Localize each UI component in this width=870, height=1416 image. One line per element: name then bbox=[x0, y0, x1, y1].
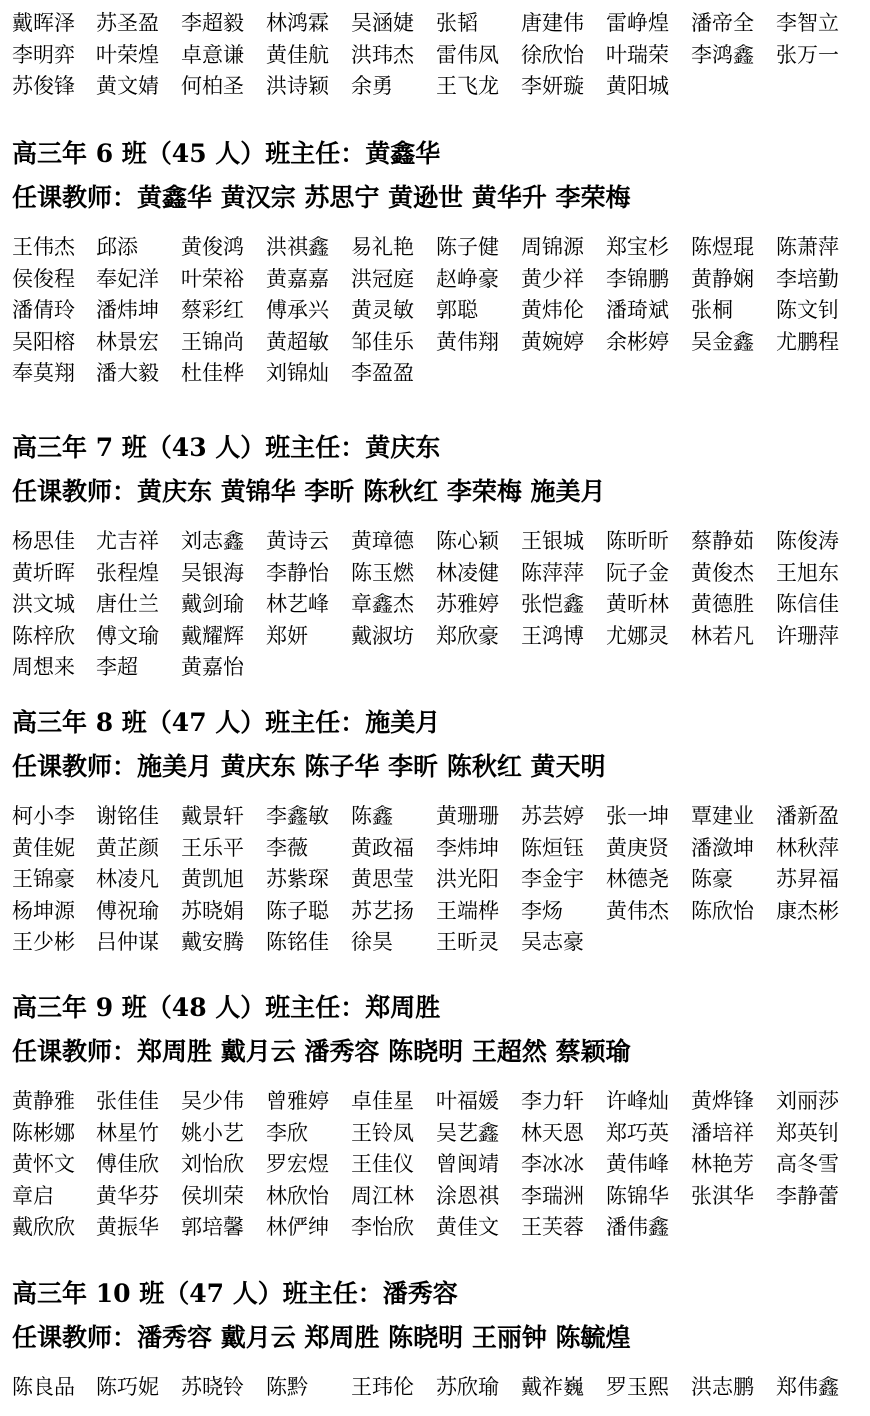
student-name: 郑妍 bbox=[266, 623, 308, 648]
student-name: 王玮伦 bbox=[351, 1375, 414, 1399]
student-name: 徐昊 bbox=[351, 930, 393, 955]
student-name: 陈鑫 bbox=[351, 804, 393, 828]
student-name: 郑宝杉 bbox=[606, 235, 669, 259]
student-name: 邹佳乐 bbox=[351, 329, 414, 354]
student-name: 章鑫杰 bbox=[351, 592, 414, 617]
student-name: 黄振华 bbox=[96, 1215, 159, 1240]
student-name: 尤娜灵 bbox=[606, 623, 669, 648]
student-name: 李静蕾 bbox=[776, 1183, 839, 1208]
student-name: 戴景轩 bbox=[181, 804, 244, 828]
student-name: 林天恩 bbox=[521, 1120, 584, 1145]
teachers-line: 任课教师：黄庆东 黄锦华 李昕 陈秋红 李荣梅 施美月 bbox=[12, 477, 606, 506]
student-name: 刘怡欣 bbox=[181, 1152, 244, 1177]
student-name: 黄灵敏 bbox=[351, 298, 414, 323]
student-name: 李静怡 bbox=[266, 560, 329, 585]
student-name: 李超 bbox=[96, 655, 138, 680]
student-name: 黄婉婷 bbox=[521, 329, 584, 354]
student-name: 黄诗云 bbox=[266, 529, 329, 553]
student-name: 张佳佳 bbox=[96, 1089, 159, 1113]
student-name: 洪诗颖 bbox=[266, 74, 329, 99]
student-name: 叶福媛 bbox=[436, 1089, 499, 1113]
student-name: 吴涵婕 bbox=[351, 11, 414, 35]
teachers-line: 任课教师：潘秀容 戴月云 郑周胜 陈晓明 王丽钟 陈毓煌 bbox=[12, 1323, 631, 1352]
student-name: 卓意谦 bbox=[181, 42, 244, 67]
student-name: 徐欣怡 bbox=[521, 42, 584, 67]
class-heading: 高三年 7 班（43 人）班主任：黄庆东 bbox=[12, 433, 441, 462]
student-name: 王锦尚 bbox=[181, 329, 244, 354]
student-name: 吴金鑫 bbox=[691, 329, 754, 354]
student-name: 黄德胜 bbox=[691, 592, 754, 617]
student-name: 黄静娴 bbox=[691, 266, 754, 291]
student-name: 陈信佳 bbox=[776, 592, 839, 617]
student-name: 黄佳妮 bbox=[12, 835, 75, 860]
student-name: 尤吉祥 bbox=[96, 529, 159, 553]
student-name: 苏艺扬 bbox=[351, 898, 414, 923]
student-name: 李盈盈 bbox=[351, 361, 414, 386]
student-name: 苏俊锋 bbox=[12, 74, 75, 99]
student-name: 林俨绅 bbox=[266, 1215, 329, 1240]
student-name: 张韬 bbox=[436, 11, 478, 35]
student-name: 黄超敏 bbox=[266, 329, 329, 354]
class-heading: 高三年 8 班（47 人）班主任：施美月 bbox=[12, 708, 441, 737]
student-name: 李鸿鑫 bbox=[691, 42, 754, 67]
student-name: 陈子聪 bbox=[266, 898, 329, 923]
student-name: 黄文婧 bbox=[96, 74, 159, 99]
student-name: 黄阳城 bbox=[606, 74, 669, 99]
student-name: 曾闽靖 bbox=[436, 1152, 499, 1177]
student-name: 姚小艺 bbox=[181, 1120, 244, 1145]
student-name: 洪文城 bbox=[12, 592, 75, 617]
student-name: 王锦豪 bbox=[12, 867, 75, 892]
student-name: 郭培馨 bbox=[181, 1215, 244, 1240]
student-name: 苏芸婷 bbox=[521, 804, 584, 828]
student-name: 李培勤 bbox=[776, 266, 839, 291]
student-name: 陈俊涛 bbox=[776, 529, 839, 553]
student-name: 傅文瑜 bbox=[96, 623, 159, 648]
student-name: 陈巧妮 bbox=[96, 1375, 159, 1399]
class-heading: 高三年 6 班（45 人）班主任：黄鑫华 bbox=[12, 139, 441, 168]
student-name: 郑巧英 bbox=[606, 1120, 669, 1145]
student-name: 傅承兴 bbox=[266, 298, 329, 323]
student-name: 何柏圣 bbox=[181, 74, 244, 99]
student-name: 许珊萍 bbox=[776, 623, 839, 648]
student-name: 黄俊鸿 bbox=[181, 235, 244, 259]
student-name: 潘新盈 bbox=[776, 804, 839, 828]
student-name: 郑伟鑫 bbox=[776, 1375, 839, 1399]
student-name: 黄静雅 bbox=[12, 1089, 75, 1113]
student-name: 柯小李 bbox=[12, 804, 75, 828]
student-name: 黄少祥 bbox=[521, 266, 584, 291]
student-name: 潘潋坤 bbox=[691, 835, 754, 860]
student-name: 陈煜琨 bbox=[691, 235, 754, 259]
student-name: 黄怀文 bbox=[12, 1152, 75, 1177]
student-name: 黄政福 bbox=[351, 835, 414, 860]
student-name: 戴祚巍 bbox=[521, 1375, 584, 1399]
student-name: 林德尧 bbox=[606, 867, 669, 892]
student-name: 李炜坤 bbox=[436, 835, 499, 860]
student-name: 涂恩祺 bbox=[436, 1183, 499, 1208]
student-name: 李瑞洲 bbox=[521, 1183, 584, 1208]
student-name: 黄凯旭 bbox=[181, 867, 244, 892]
class-heading: 高三年 9 班（48 人）班主任：郑周胜 bbox=[12, 993, 441, 1022]
student-name: 王铃凤 bbox=[351, 1120, 414, 1145]
student-name: 王银城 bbox=[521, 529, 584, 553]
student-name: 戴安腾 bbox=[181, 930, 244, 955]
student-name: 王鸿博 bbox=[521, 623, 584, 648]
student-name: 陈心颖 bbox=[436, 529, 499, 553]
student-name: 罗玉熙 bbox=[606, 1375, 669, 1399]
student-name: 高冬雪 bbox=[776, 1152, 839, 1177]
student-name: 唐仕兰 bbox=[96, 592, 159, 617]
student-name: 苏晓娟 bbox=[181, 898, 244, 923]
student-name: 李鑫敏 bbox=[266, 804, 329, 828]
student-name: 洪玮杰 bbox=[351, 42, 414, 67]
student-name: 陈梓欣 bbox=[12, 623, 75, 648]
student-name: 林凌健 bbox=[436, 560, 499, 585]
student-name: 周想来 bbox=[12, 655, 75, 680]
student-name: 苏圣盈 bbox=[96, 11, 159, 35]
student-name: 吴阳榕 bbox=[12, 329, 75, 354]
student-name: 陈烜钰 bbox=[521, 835, 584, 860]
student-name: 潘帝全 bbox=[691, 11, 754, 35]
student-name: 谢铭佳 bbox=[96, 804, 159, 828]
student-name: 黄思莹 bbox=[351, 867, 414, 892]
student-name: 王芙蓉 bbox=[521, 1215, 584, 1240]
student-name: 王端桦 bbox=[436, 898, 499, 923]
student-name: 黄伟杰 bbox=[606, 898, 669, 923]
student-name: 潘培祥 bbox=[691, 1120, 754, 1145]
student-name: 余彬婷 bbox=[606, 329, 669, 354]
student-name: 潘炜坤 bbox=[96, 298, 159, 323]
student-name: 林秋萍 bbox=[776, 835, 839, 860]
student-name: 吴艺鑫 bbox=[436, 1120, 499, 1145]
student-name: 李金宇 bbox=[521, 867, 584, 892]
student-name: 洪光阳 bbox=[436, 867, 499, 892]
student-name: 杨思佳 bbox=[12, 529, 75, 553]
class-heading: 高三年 10 班（47 人）班主任：潘秀容 bbox=[12, 1279, 458, 1308]
student-name: 侯俊程 bbox=[12, 266, 75, 291]
student-name: 林艳芳 bbox=[691, 1152, 754, 1177]
student-name: 陈黔 bbox=[266, 1375, 308, 1399]
student-name: 林凌凡 bbox=[96, 867, 159, 892]
student-name: 黄庚贤 bbox=[606, 835, 669, 860]
student-name: 黄芷颜 bbox=[96, 835, 159, 860]
student-name: 康杰彬 bbox=[776, 898, 839, 923]
student-name: 李欣 bbox=[266, 1120, 308, 1145]
student-name: 蔡静茹 bbox=[691, 529, 754, 553]
student-name: 杜佳桦 bbox=[181, 361, 244, 386]
student-name: 黄圻晖 bbox=[12, 560, 75, 585]
student-name: 潘伟鑫 bbox=[606, 1215, 669, 1240]
student-name: 章启 bbox=[12, 1183, 54, 1208]
student-name: 尤鹏程 bbox=[776, 329, 839, 354]
student-name: 洪祺鑫 bbox=[266, 235, 329, 259]
student-name: 戴耀辉 bbox=[181, 623, 244, 648]
student-name: 黄俊杰 bbox=[691, 560, 754, 585]
student-name: 潘琦斌 bbox=[606, 298, 669, 323]
student-name: 傅佳欣 bbox=[96, 1152, 159, 1177]
student-name: 戴晖泽 bbox=[12, 11, 75, 35]
student-name: 李力轩 bbox=[521, 1089, 584, 1113]
student-name: 李锦鹏 bbox=[606, 266, 669, 291]
student-name: 吴志豪 bbox=[521, 930, 584, 955]
student-name: 洪志鹏 bbox=[691, 1375, 754, 1399]
student-name: 陈欣怡 bbox=[691, 898, 754, 923]
student-name: 王昕灵 bbox=[436, 930, 499, 955]
student-name: 王少彬 bbox=[12, 930, 75, 955]
student-name: 叶荣裕 bbox=[181, 266, 244, 291]
student-name: 黄炜伦 bbox=[521, 298, 584, 323]
student-name: 张淇华 bbox=[691, 1183, 754, 1208]
student-name: 陈昕昕 bbox=[606, 529, 669, 553]
student-name: 黄嘉怡 bbox=[181, 655, 244, 680]
student-name: 刘志鑫 bbox=[181, 529, 244, 553]
student-name: 陈文钊 bbox=[776, 298, 839, 323]
student-name: 雷峥煌 bbox=[606, 11, 669, 35]
student-name: 李怡欣 bbox=[351, 1215, 414, 1240]
student-name: 黄华芬 bbox=[96, 1183, 159, 1208]
student-name: 王飞龙 bbox=[436, 74, 499, 99]
student-name: 郑英钊 bbox=[776, 1120, 839, 1145]
student-name: 赵峥豪 bbox=[436, 266, 499, 291]
student-name: 郭聪 bbox=[436, 298, 478, 323]
student-name: 黄佳航 bbox=[266, 42, 329, 67]
student-name: 戴淑坊 bbox=[351, 623, 414, 648]
student-name: 李妍璇 bbox=[521, 74, 584, 99]
student-name: 张一坤 bbox=[606, 804, 669, 828]
student-name: 李超毅 bbox=[181, 11, 244, 35]
student-name: 陈玉燃 bbox=[351, 560, 414, 585]
student-name: 唐建伟 bbox=[521, 11, 584, 35]
student-name: 苏晓铃 bbox=[181, 1375, 244, 1399]
student-name: 王旭东 bbox=[776, 560, 839, 585]
student-name: 吕仲谋 bbox=[96, 930, 159, 955]
student-name: 卓佳星 bbox=[351, 1089, 414, 1113]
student-name: 黄佳文 bbox=[436, 1215, 499, 1240]
student-name: 李智立 bbox=[776, 11, 839, 35]
student-name: 陈豪 bbox=[691, 867, 733, 892]
student-name: 张桐 bbox=[691, 298, 733, 323]
student-name: 黄烨锋 bbox=[691, 1089, 754, 1113]
student-name: 奉莫翔 bbox=[12, 361, 75, 386]
student-name: 陈良品 bbox=[12, 1375, 75, 1399]
student-name: 王乐平 bbox=[181, 835, 244, 860]
student-name: 李炀 bbox=[521, 898, 563, 923]
student-name: 林艺峰 bbox=[266, 592, 329, 617]
student-name: 苏雅婷 bbox=[436, 592, 499, 617]
student-name: 林星竹 bbox=[96, 1120, 159, 1145]
student-name: 雷伟凤 bbox=[436, 42, 499, 67]
student-name: 张程煌 bbox=[96, 560, 159, 585]
student-name: 覃建业 bbox=[691, 804, 754, 828]
student-name: 黄伟峰 bbox=[606, 1152, 669, 1177]
student-name: 周江林 bbox=[351, 1183, 414, 1208]
student-name: 李冰冰 bbox=[521, 1152, 584, 1177]
student-name: 林景宏 bbox=[96, 329, 159, 354]
student-name: 吴少伟 bbox=[181, 1089, 244, 1113]
student-name: 周锦源 bbox=[521, 235, 584, 259]
student-name: 奉妃洋 bbox=[96, 266, 159, 291]
student-name: 潘倩玲 bbox=[12, 298, 75, 323]
student-name: 苏昇福 bbox=[776, 867, 839, 892]
student-name: 余勇 bbox=[351, 74, 393, 99]
student-name: 罗宏煜 bbox=[266, 1152, 329, 1177]
student-name: 刘锦灿 bbox=[266, 361, 329, 386]
teachers-line: 任课教师：黄鑫华 黄汉宗 苏思宁 黄逊世 黄华升 李荣梅 bbox=[12, 183, 631, 212]
student-name: 苏紫琛 bbox=[266, 867, 329, 892]
student-name: 陈萍萍 bbox=[521, 560, 584, 585]
student-name: 杨坤源 bbox=[12, 898, 75, 923]
student-name: 陈子健 bbox=[436, 235, 499, 259]
student-name: 林欣怡 bbox=[266, 1183, 329, 1208]
student-name: 许峰灿 bbox=[606, 1089, 669, 1113]
student-name: 林若凡 bbox=[691, 623, 754, 648]
teachers-line: 任课教师：施美月 黄庆东 陈子华 李昕 陈秋红 黄天明 bbox=[12, 752, 606, 781]
student-name: 张恺鑫 bbox=[521, 592, 584, 617]
student-name: 李薇 bbox=[266, 835, 308, 860]
student-name: 苏欣瑜 bbox=[436, 1375, 499, 1399]
student-name: 叶荣煌 bbox=[96, 42, 159, 67]
student-name: 易礼艳 bbox=[351, 235, 414, 259]
student-name: 蔡彩红 bbox=[181, 298, 244, 323]
student-name: 阮子金 bbox=[606, 560, 669, 585]
student-name: 郑欣豪 bbox=[436, 623, 499, 648]
student-name: 傅祝瑜 bbox=[96, 898, 159, 923]
student-name: 陈彬娜 bbox=[12, 1120, 75, 1145]
student-name: 侯圳荣 bbox=[181, 1183, 244, 1208]
student-name: 黄昕林 bbox=[606, 592, 669, 617]
student-name: 刘丽莎 bbox=[776, 1089, 839, 1113]
student-name: 陈铭佳 bbox=[266, 930, 329, 955]
student-name: 张万一 bbox=[776, 42, 839, 67]
student-name: 叶瑞荣 bbox=[606, 42, 669, 67]
student-name: 王伟杰 bbox=[12, 235, 75, 259]
student-name: 潘大毅 bbox=[96, 361, 159, 386]
student-name: 邱添 bbox=[96, 235, 138, 259]
student-name: 黄璋德 bbox=[351, 529, 414, 553]
student-name: 黄伟翔 bbox=[436, 329, 499, 354]
student-name: 洪冠庭 bbox=[351, 266, 414, 291]
student-name: 吴银海 bbox=[181, 560, 244, 585]
student-name: 王佳仪 bbox=[351, 1152, 414, 1177]
student-name: 陈萧萍 bbox=[776, 235, 839, 259]
student-name: 黄珊珊 bbox=[436, 804, 499, 828]
student-name: 黄嘉嘉 bbox=[266, 266, 329, 291]
student-name: 戴剑瑜 bbox=[181, 592, 244, 617]
student-name: 李明弈 bbox=[12, 42, 75, 67]
teachers-line: 任课教师：郑周胜 戴月云 潘秀容 陈晓明 王超然 蔡颖瑜 bbox=[12, 1037, 631, 1066]
student-name: 陈锦华 bbox=[606, 1183, 669, 1208]
student-name: 戴欣欣 bbox=[12, 1215, 75, 1240]
student-name: 曾雅婷 bbox=[266, 1089, 329, 1113]
student-name: 林鸿霖 bbox=[266, 11, 329, 35]
